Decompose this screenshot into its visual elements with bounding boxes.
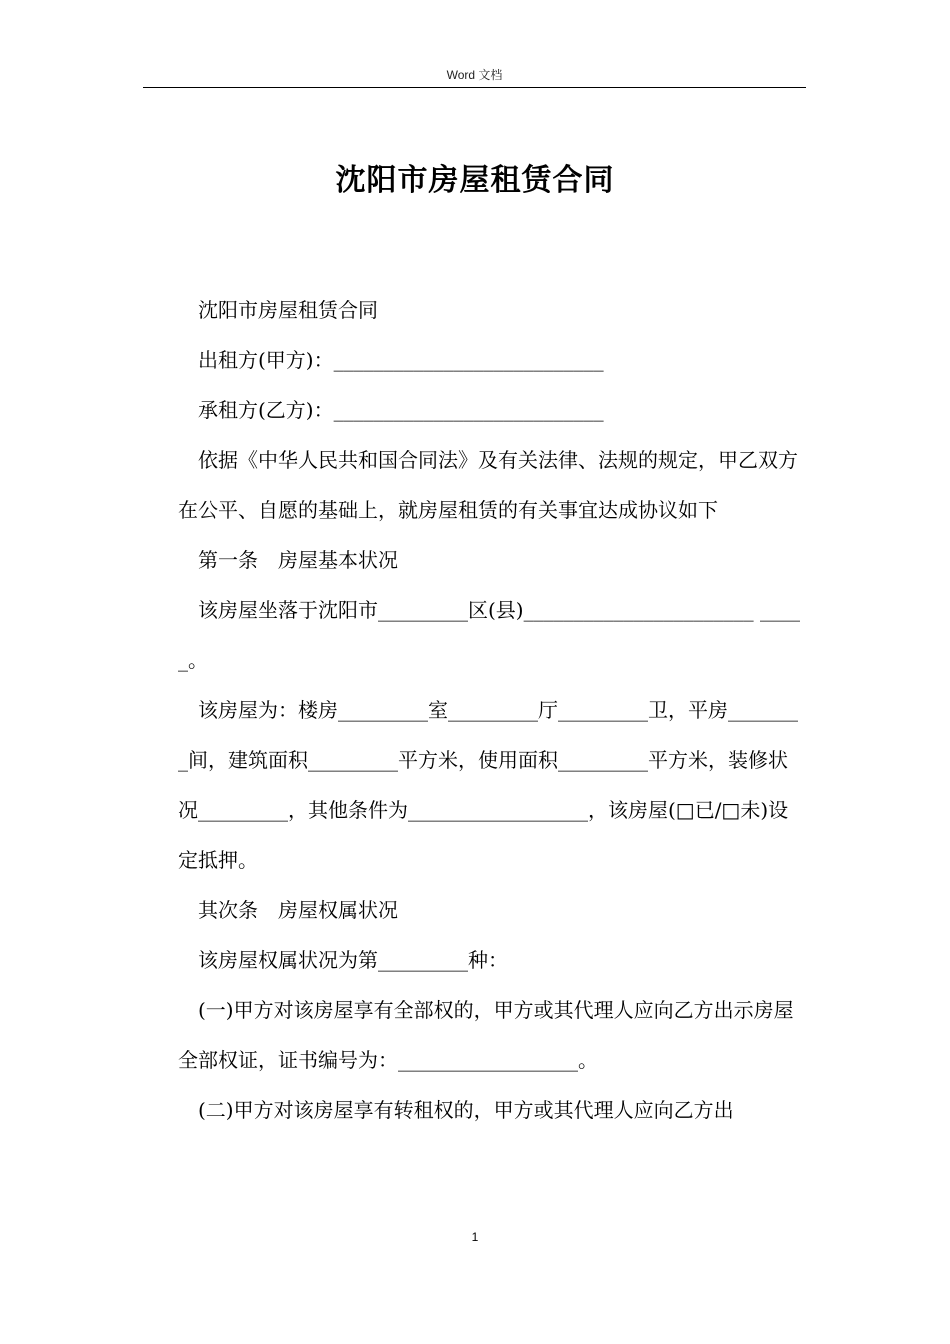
paragraph-article-1-heading: 第一条 房屋基本状况 [198, 548, 398, 572]
document-title: 沈阳市房屋租赁合同 [335, 163, 615, 198]
paragraph-preamble: 依据《中华人民共和国合同法》及有关法律、法规的规定，甲乙双方在公平、自愿的基础上，就房屋租赁的有关事宜达成协议如下 [178, 448, 798, 522]
page-header: Word 文档 [446, 68, 503, 82]
header-divider [143, 87, 806, 88]
paragraph-lessee: 承租方(乙方)：___________________________ [198, 398, 604, 422]
paragraph-ownership-1: (一)甲方对该房屋享有全部权的，甲方或其代理人应向乙方出示房屋全部权证，证书编号为：__________________。 [178, 998, 794, 1072]
paragraph-house-details: 该房屋为：楼房_________室_________厅_________卫，平房________间，建筑面积_________平方米，使用面积_________平方米，装修状况_________，其他条件为__________________，该房屋(□已/□未)设定抵押。 [178, 698, 798, 872]
paragraph-subtitle: 沈阳市房屋租赁合同 [198, 298, 378, 322]
paragraph-article-2-heading: 其次条 房屋权属状况 [198, 898, 398, 922]
page-number: 1 [471, 1230, 479, 1244]
paragraph-lessor: 出租方(甲方)：___________________________ [198, 348, 604, 372]
paragraph-location: 该房屋坐落于沈阳市_________区(县)_______________________ _____。 [178, 598, 800, 672]
document-body [178, 285, 804, 1135]
paragraph-ownership-2: (二)甲方对该房屋享有转租权的，甲方或其代理人应向乙方出 [198, 1098, 734, 1122]
paragraph-ownership-type: 该房屋权属状况为第_________种： [198, 948, 508, 972]
